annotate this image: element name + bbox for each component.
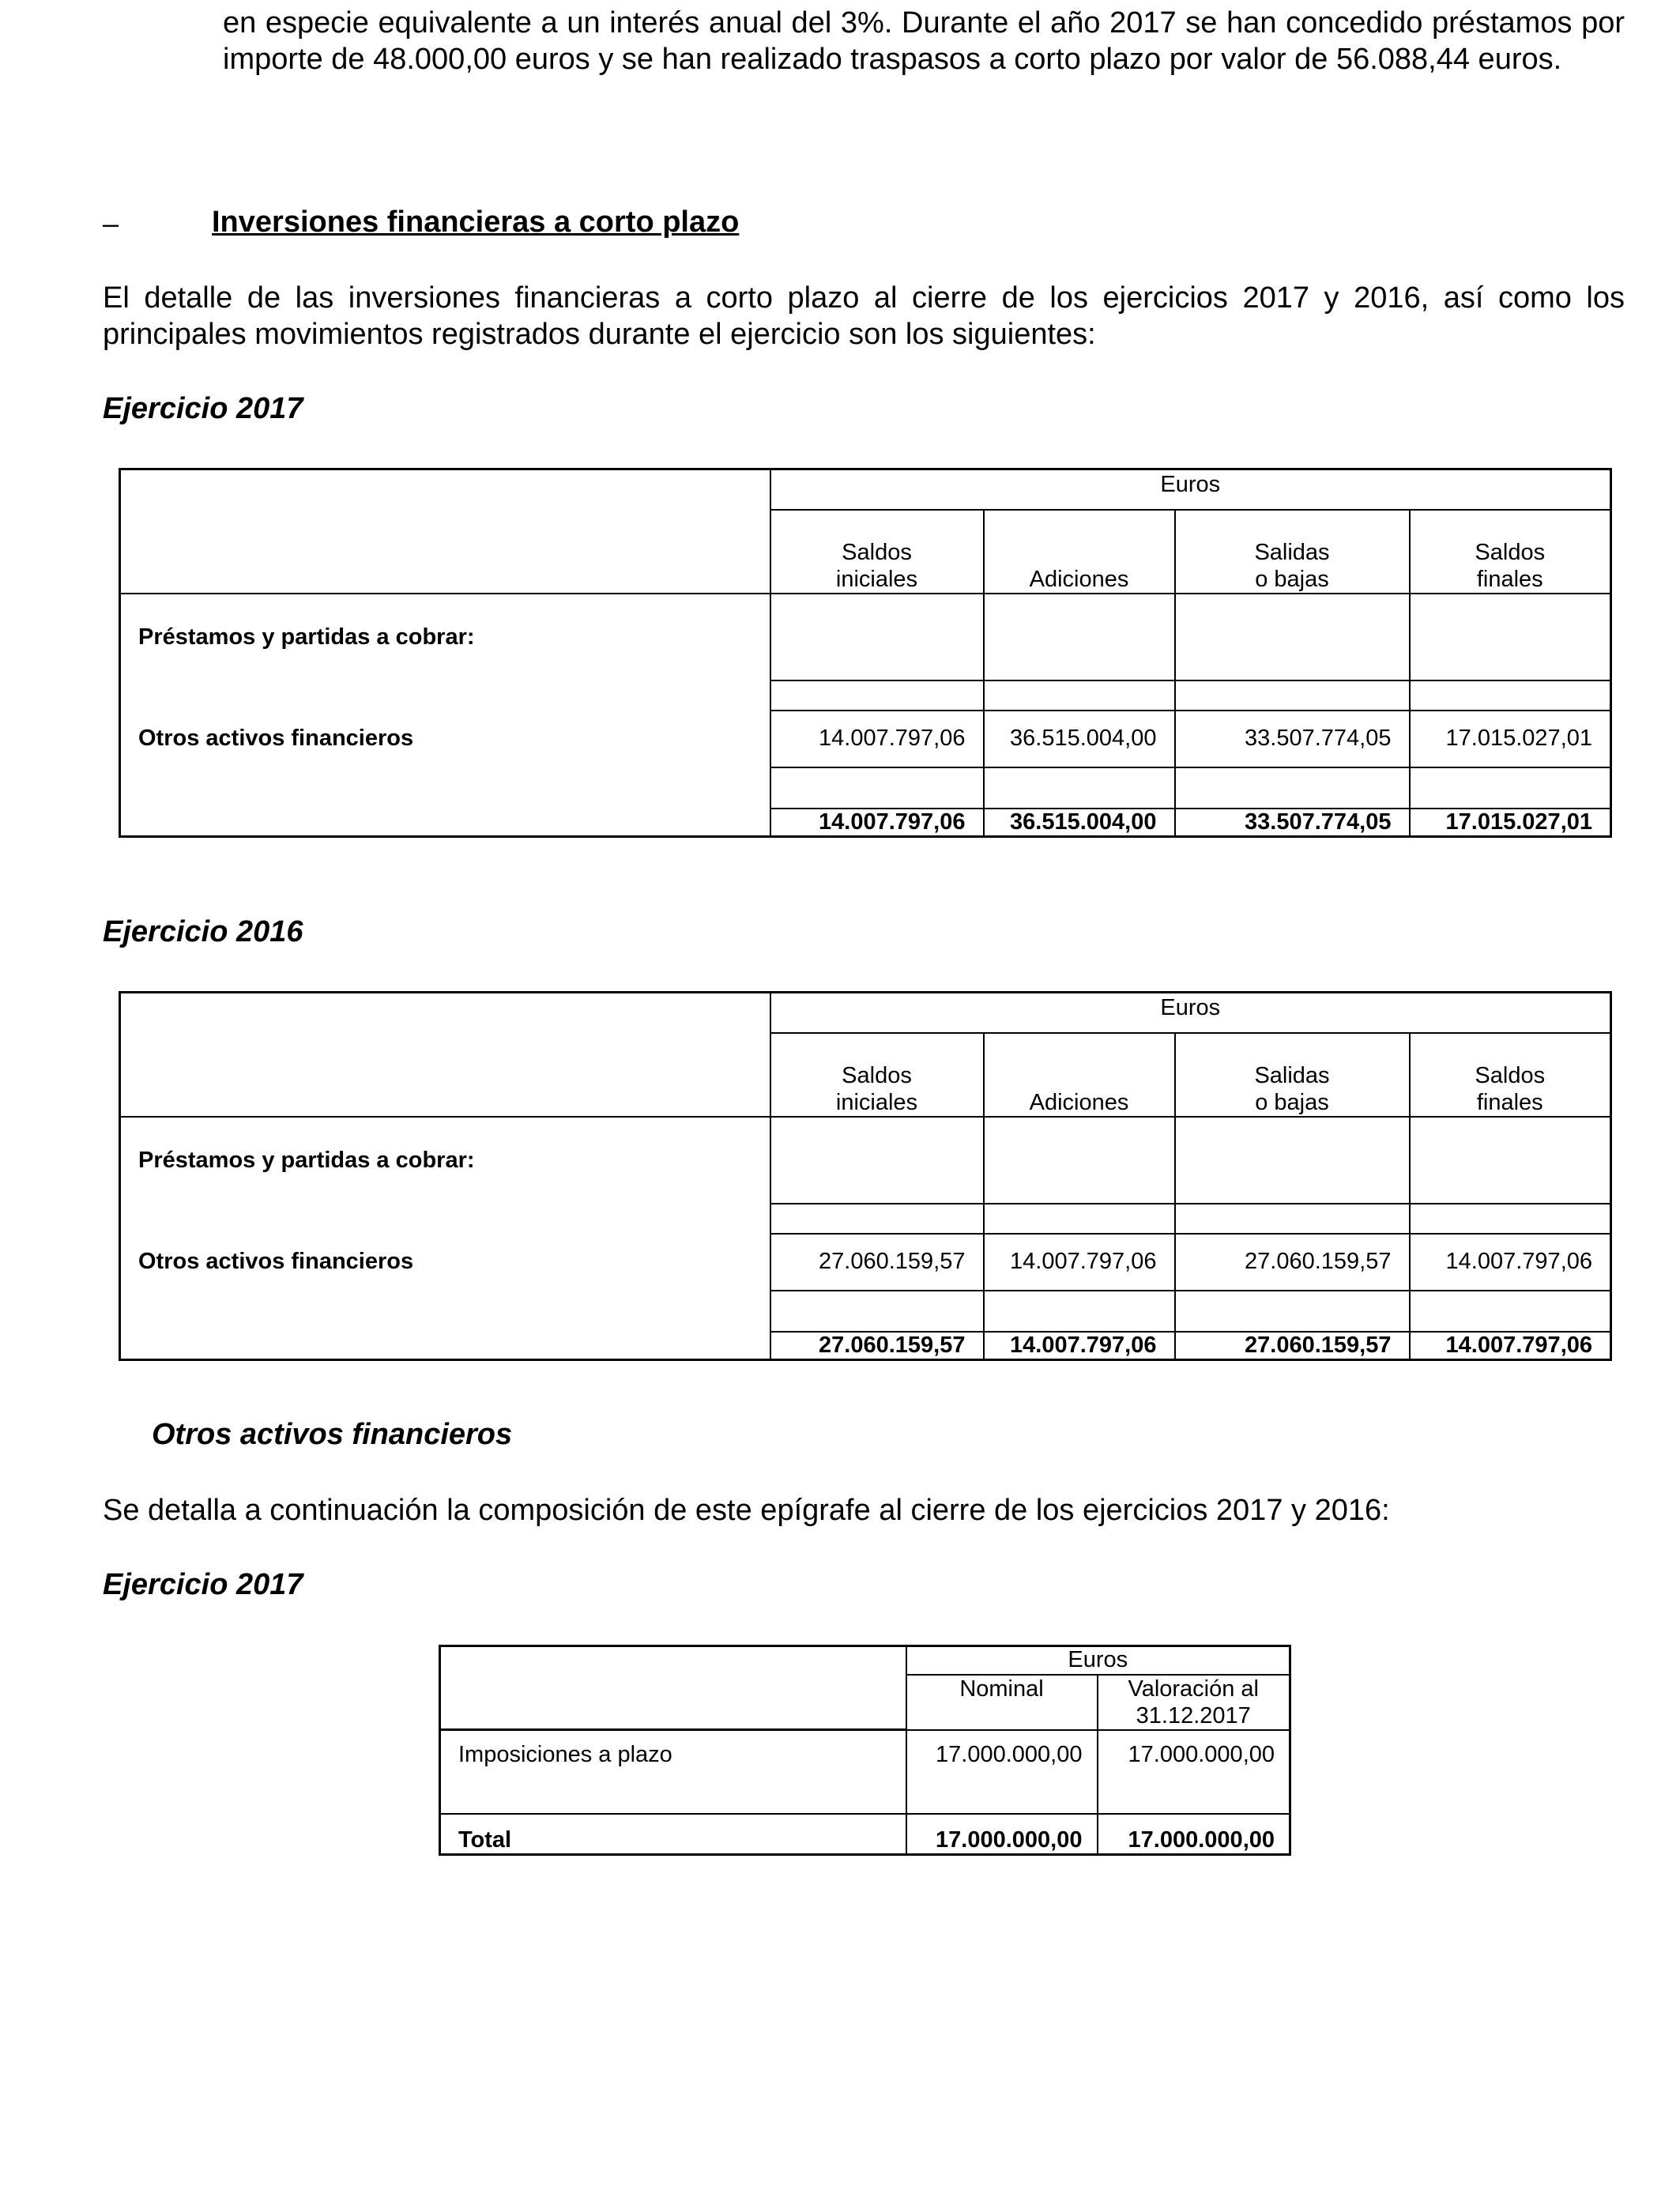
value-valoracion: 17.000.000,00 <box>1098 1730 1290 1814</box>
total-nominal: 17.000.000,00 <box>906 1814 1098 1855</box>
value-saldos-iniciales: 14.007.797,06 <box>770 711 984 767</box>
heading-otros-activos: Otros activos financieros <box>152 1418 513 1451</box>
bullet-dash: – <box>103 207 119 239</box>
empty-cell <box>770 767 984 809</box>
col-header-nominal: Nominal <box>906 1675 1098 1730</box>
value-saldos-finales: 14.007.797,06 <box>1410 1234 1611 1291</box>
total-label-cell <box>120 1332 770 1360</box>
value-saldos-iniciales: 27.060.159,57 <box>770 1234 984 1291</box>
total-valoracion: 17.000.000,00 <box>1098 1814 1290 1855</box>
col-header-saldos-iniciales: Saldos iniciales <box>770 1033 984 1117</box>
heading-comp-2017: Ejercicio 2017 <box>103 1568 303 1601</box>
empty-cell <box>1175 1117 1410 1204</box>
currency-header: Euros <box>770 469 1611 510</box>
total-saldos-finales: 17.015.027,01 <box>1410 809 1611 837</box>
empty-cell <box>1175 680 1410 711</box>
empty-cell <box>1175 767 1410 809</box>
heading-ejercicio-2017: Ejercicio 2017 <box>103 392 303 425</box>
row-label-otros: Otros activos financieros <box>120 1234 770 1291</box>
spacer-cell <box>120 1204 770 1234</box>
empty-cell <box>1410 1204 1611 1234</box>
value-salidas: 33.507.774,05 <box>1175 711 1410 767</box>
value-salidas: 27.060.159,57 <box>1175 1234 1410 1291</box>
total-saldos-iniciales: 14.007.797,06 <box>770 809 984 837</box>
empty-cell <box>984 1117 1175 1204</box>
empty-cell <box>770 1117 984 1204</box>
table-2016 <box>119 991 1612 1361</box>
intro-paragraph: en especie equivalente a un interés anual del 3%. Durante el año 2017 se han concedido préstamos por importe de 48.000,00 euros y se han realizado traspasos a corto plazo por valor de 56.088,44 euros. <box>223 6 1625 76</box>
empty-cell <box>1175 1204 1410 1234</box>
empty-cell <box>770 680 984 711</box>
total-salidas: 33.507.774,05 <box>1175 809 1410 837</box>
empty-cell <box>984 680 1175 711</box>
col-header-valoracion: Valoración al 31.12.2017 <box>1098 1675 1290 1730</box>
group-label: Préstamos y partidas a cobrar: <box>120 1117 770 1204</box>
value-adiciones: 36.515.004,00 <box>984 711 1175 767</box>
total-adiciones: 36.515.004,00 <box>984 809 1175 837</box>
heading-ejercicio-2016: Ejercicio 2016 <box>103 915 303 948</box>
empty-cell <box>984 1204 1175 1234</box>
table-2017 <box>119 468 1612 838</box>
empty-cell <box>1410 680 1611 711</box>
spacer-cell <box>120 1291 770 1332</box>
col-header-adiciones: Adiciones <box>984 510 1175 594</box>
total-adiciones: 14.007.797,06 <box>984 1332 1175 1360</box>
col-header-salidas: Salidas o bajas <box>1175 510 1410 594</box>
value-adiciones: 14.007.797,06 <box>984 1234 1175 1291</box>
total-label-cell <box>120 809 770 837</box>
empty-cell <box>984 594 1175 680</box>
col-header-salidas: Salidas o bajas <box>1175 1033 1410 1117</box>
otros-intro-paragraph: Se detalla a continuación la composición de este epígrafe al cierre de los ejercicios 2017 y 2016: <box>103 1494 1390 1527</box>
empty-cell <box>1410 1117 1611 1204</box>
currency-header: Euros <box>906 1646 1290 1675</box>
value-nominal: 17.000.000,00 <box>906 1730 1098 1814</box>
header-blank-cell <box>440 1646 906 1730</box>
section-intro-paragraph: El detalle de las inversiones financieras a corto plazo al cierre de los ejercicios 2017 y 2016, así como los principales movimientos registrados durante el ejercicio son los siguientes: <box>103 281 1625 351</box>
col-header-saldos-finales: Saldos finales <box>1410 510 1611 594</box>
value-saldos-finales: 17.015.027,01 <box>1410 711 1611 767</box>
empty-cell <box>984 1291 1175 1332</box>
total-saldos-iniciales: 27.060.159,57 <box>770 1332 984 1360</box>
spacer-cell <box>120 680 770 711</box>
total-label: Total <box>440 1814 906 1855</box>
spacer-cell <box>120 767 770 809</box>
empty-cell <box>1410 594 1611 680</box>
empty-cell <box>1410 1291 1611 1332</box>
col-header-adiciones: Adiciones <box>984 1033 1175 1117</box>
empty-cell <box>770 594 984 680</box>
empty-cell <box>984 767 1175 809</box>
row-label-otros: Otros activos financieros <box>120 711 770 767</box>
col-header-saldos-iniciales: Saldos iniciales <box>770 510 984 594</box>
row-label-imposiciones: Imposiciones a plazo <box>440 1730 906 1814</box>
header-blank-cell <box>120 993 770 1117</box>
total-salidas: 27.060.159,57 <box>1175 1332 1410 1360</box>
empty-cell <box>770 1291 984 1332</box>
empty-cell <box>1410 767 1611 809</box>
composition-table-2017 <box>439 1645 1291 1856</box>
empty-cell <box>1175 1291 1410 1332</box>
currency-header: Euros <box>770 993 1611 1033</box>
empty-cell <box>770 1204 984 1234</box>
header-blank-cell <box>120 469 770 594</box>
total-saldos-finales: 14.007.797,06 <box>1410 1332 1611 1360</box>
empty-cell <box>1175 594 1410 680</box>
group-label: Préstamos y partidas a cobrar: <box>120 594 770 680</box>
section-title: Inversiones financieras a corto plazo <box>212 205 740 239</box>
col-header-saldos-finales: Saldos finales <box>1410 1033 1611 1117</box>
